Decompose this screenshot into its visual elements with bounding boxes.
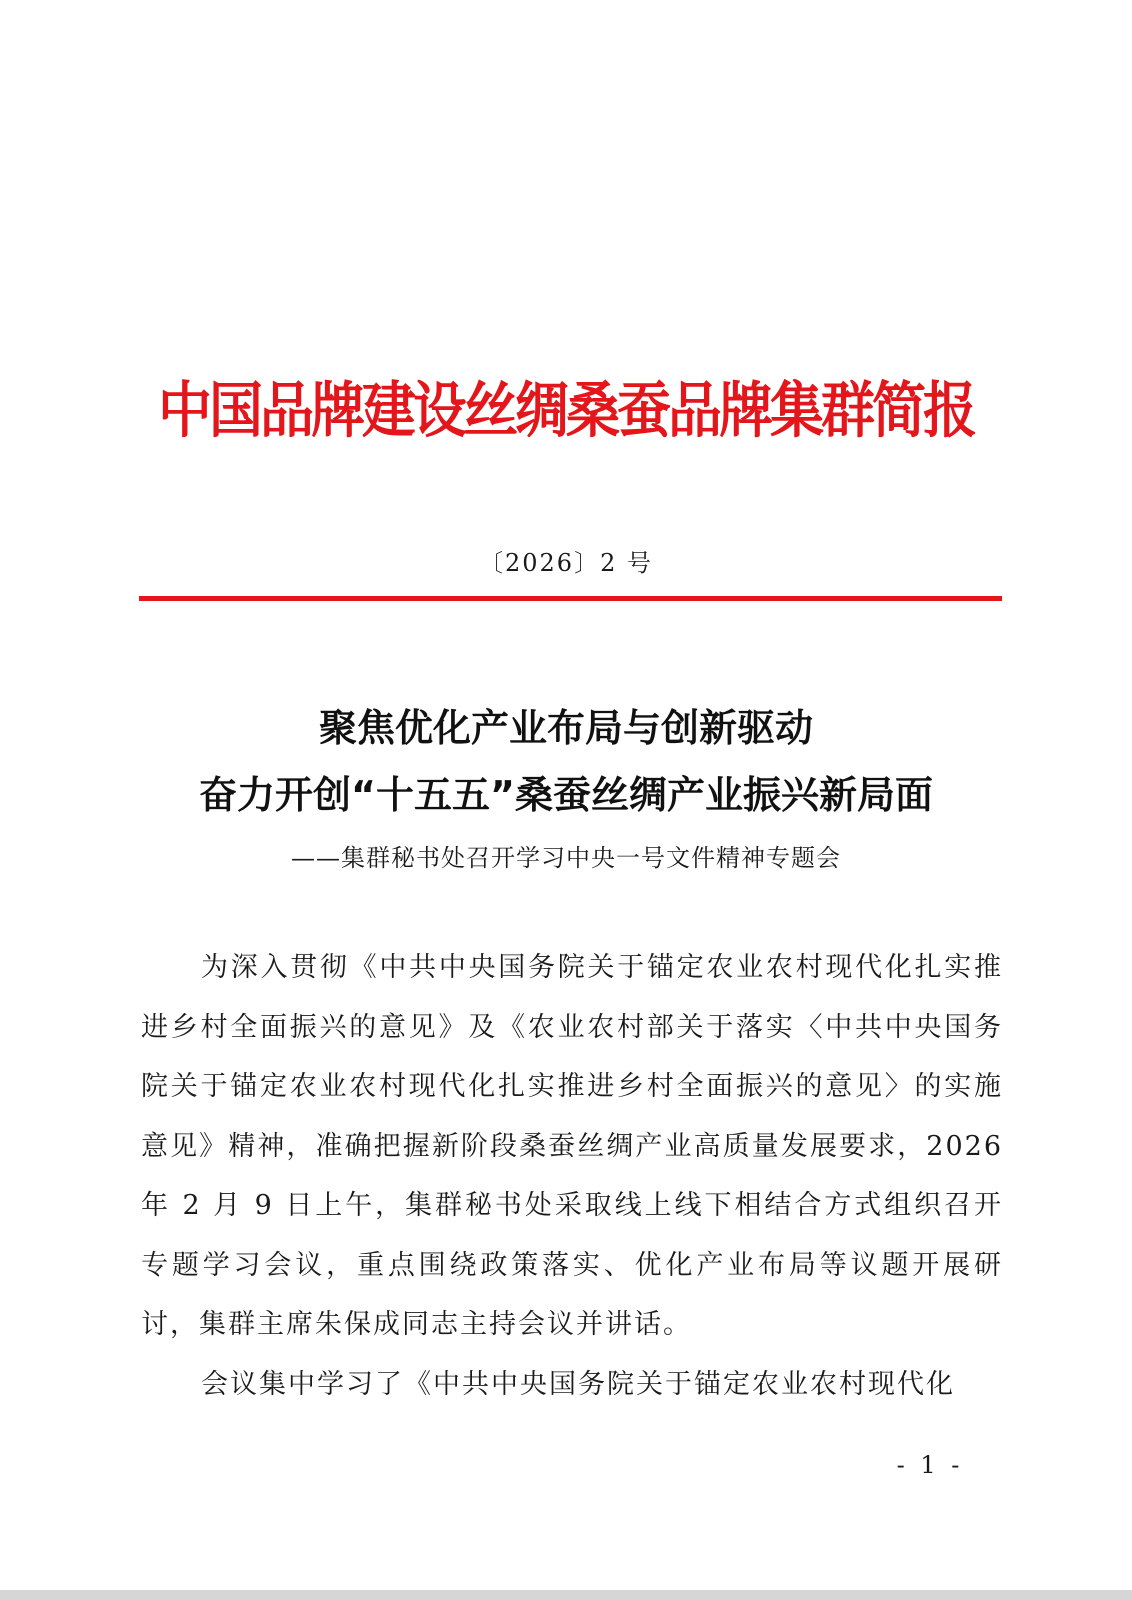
headline-line-1: 聚焦优化产业布局与创新驱动 bbox=[318, 706, 813, 750]
body-paragraph-1: 为深入贯彻《中共中央国务院关于锚定农业农村现代化扎实推进乡村全面振兴的意见》及《农业农村部关于落实〈中共中央国务院关于锚定农业农村现代化扎实推进乡村全面振兴的意见〉的实施意见》精神，准确把握新阶段桑蚕丝绸产业高质量发展要求，2026 年 2 月 9 日上午，集群秘书处采取线上线下相结合方式组织召开专题学习会议，重点围绕政策落实、优化产业布局等议题开展研讨，集群主席朱保成同志主持会议并讲话。 bbox=[141, 952, 1003, 1340]
bottom-edge-bar bbox=[0, 1590, 1132, 1600]
page-number: - 1 - bbox=[896, 1451, 964, 1479]
masthead-title: 中国品牌建设丝绸桑蚕品牌集群简报 bbox=[158, 374, 974, 446]
headline-line-2: 奋力开创“十五五”桑蚕丝绸产业振兴新局面 bbox=[199, 773, 933, 817]
issue-number: 〔2026〕2 号 bbox=[479, 549, 653, 577]
body-paragraph-2: 会议集中学习了《中共中央国务院关于锚定农业农村现代化 bbox=[201, 1368, 955, 1400]
article-subtitle: ——集群秘书处召开学习中央一号文件精神专题会 bbox=[291, 844, 841, 872]
red-divider-rule bbox=[139, 596, 1002, 601]
article-body bbox=[141, 938, 1003, 1414]
